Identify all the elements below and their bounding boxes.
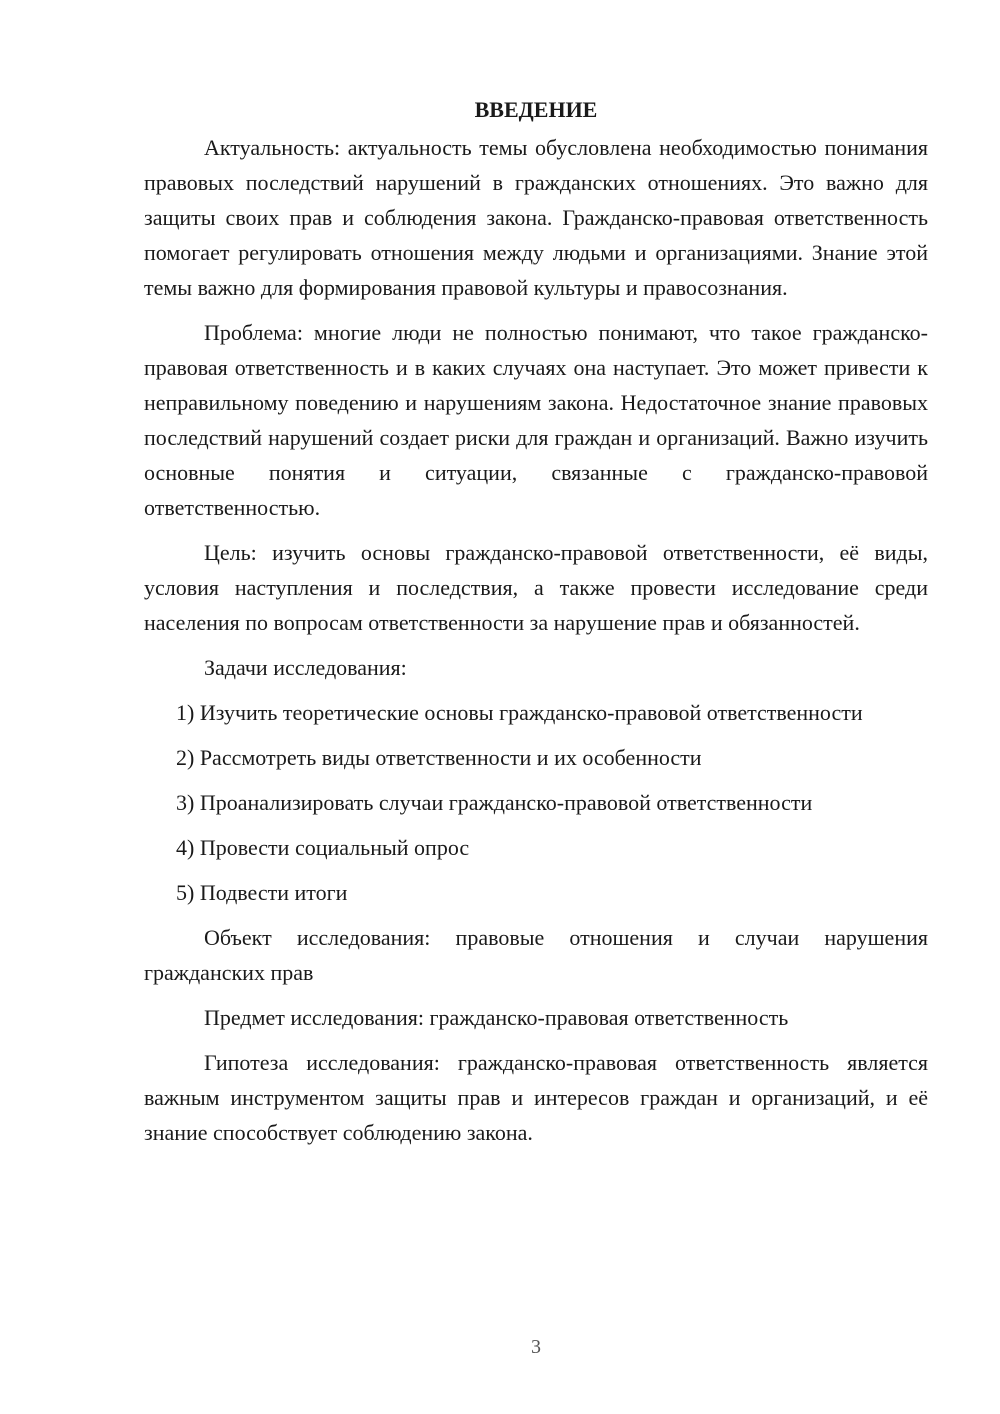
page-content [144, 96, 928, 1160]
subject-paragraph: Предмет исследования: гражданско-правовая ответственность [204, 1005, 789, 1030]
relevance-paragraph: Актуальность: актуальность темы обусловлена необходимостью понимания правовых последствий нарушений в гражданских отношениях. Это важно для защиты своих прав и соблюдения закона. Гражданско-правовая ответственность помогает регулировать отношения между людьми и организациями. Знание этой темы важно для формирования правовой культуры и правосознания. [144, 135, 928, 300]
object-paragraph: Объект исследования: правовые отношения и случаи нарушения гражданских прав [144, 925, 928, 985]
hypothesis-paragraph: Гипотеза исследования: гражданско-правовая ответственность является важным инструментом защиты прав и интересов граждан и организаций, и её знание способствует соблюдению закона. [144, 1050, 928, 1145]
tasks-heading: Задачи исследования: [204, 655, 407, 680]
page-number: 3 [531, 1336, 541, 1358]
task-item: 5) Подвести итоги [176, 880, 348, 905]
goal-paragraph: Цель: изучить основы гражданско-правовой ответственности, её виды, условия наступления и последствия, а также провести исследование среди населения по вопросам ответственности за нарушение прав и обязанностей. [144, 540, 928, 635]
task-item: 3) Проанализировать случаи гражданско-правовой ответственности [176, 790, 813, 815]
task-item: 1) Изучить теоретические основы гражданско-правовой ответственности [176, 700, 863, 725]
problem-paragraph: Проблема: многие люди не полностью понимают, что такое гражданско-правовая ответственность и в каких случаях она наступает. Это может привести к неправильному поведению и нарушениям закона. Недостаточное знание правовых последствий нарушений создает риски для граждан и организаций. Важно изучить основные понятия и ситуации, связанные с гражданско-правовой ответственностью. [144, 320, 928, 520]
page-title: ВВЕДЕНИЕ [474, 97, 598, 122]
task-item: 2) Рассмотреть виды ответственности и их особенности [176, 745, 702, 770]
task-item: 4) Провести социальный опрос [176, 835, 470, 860]
